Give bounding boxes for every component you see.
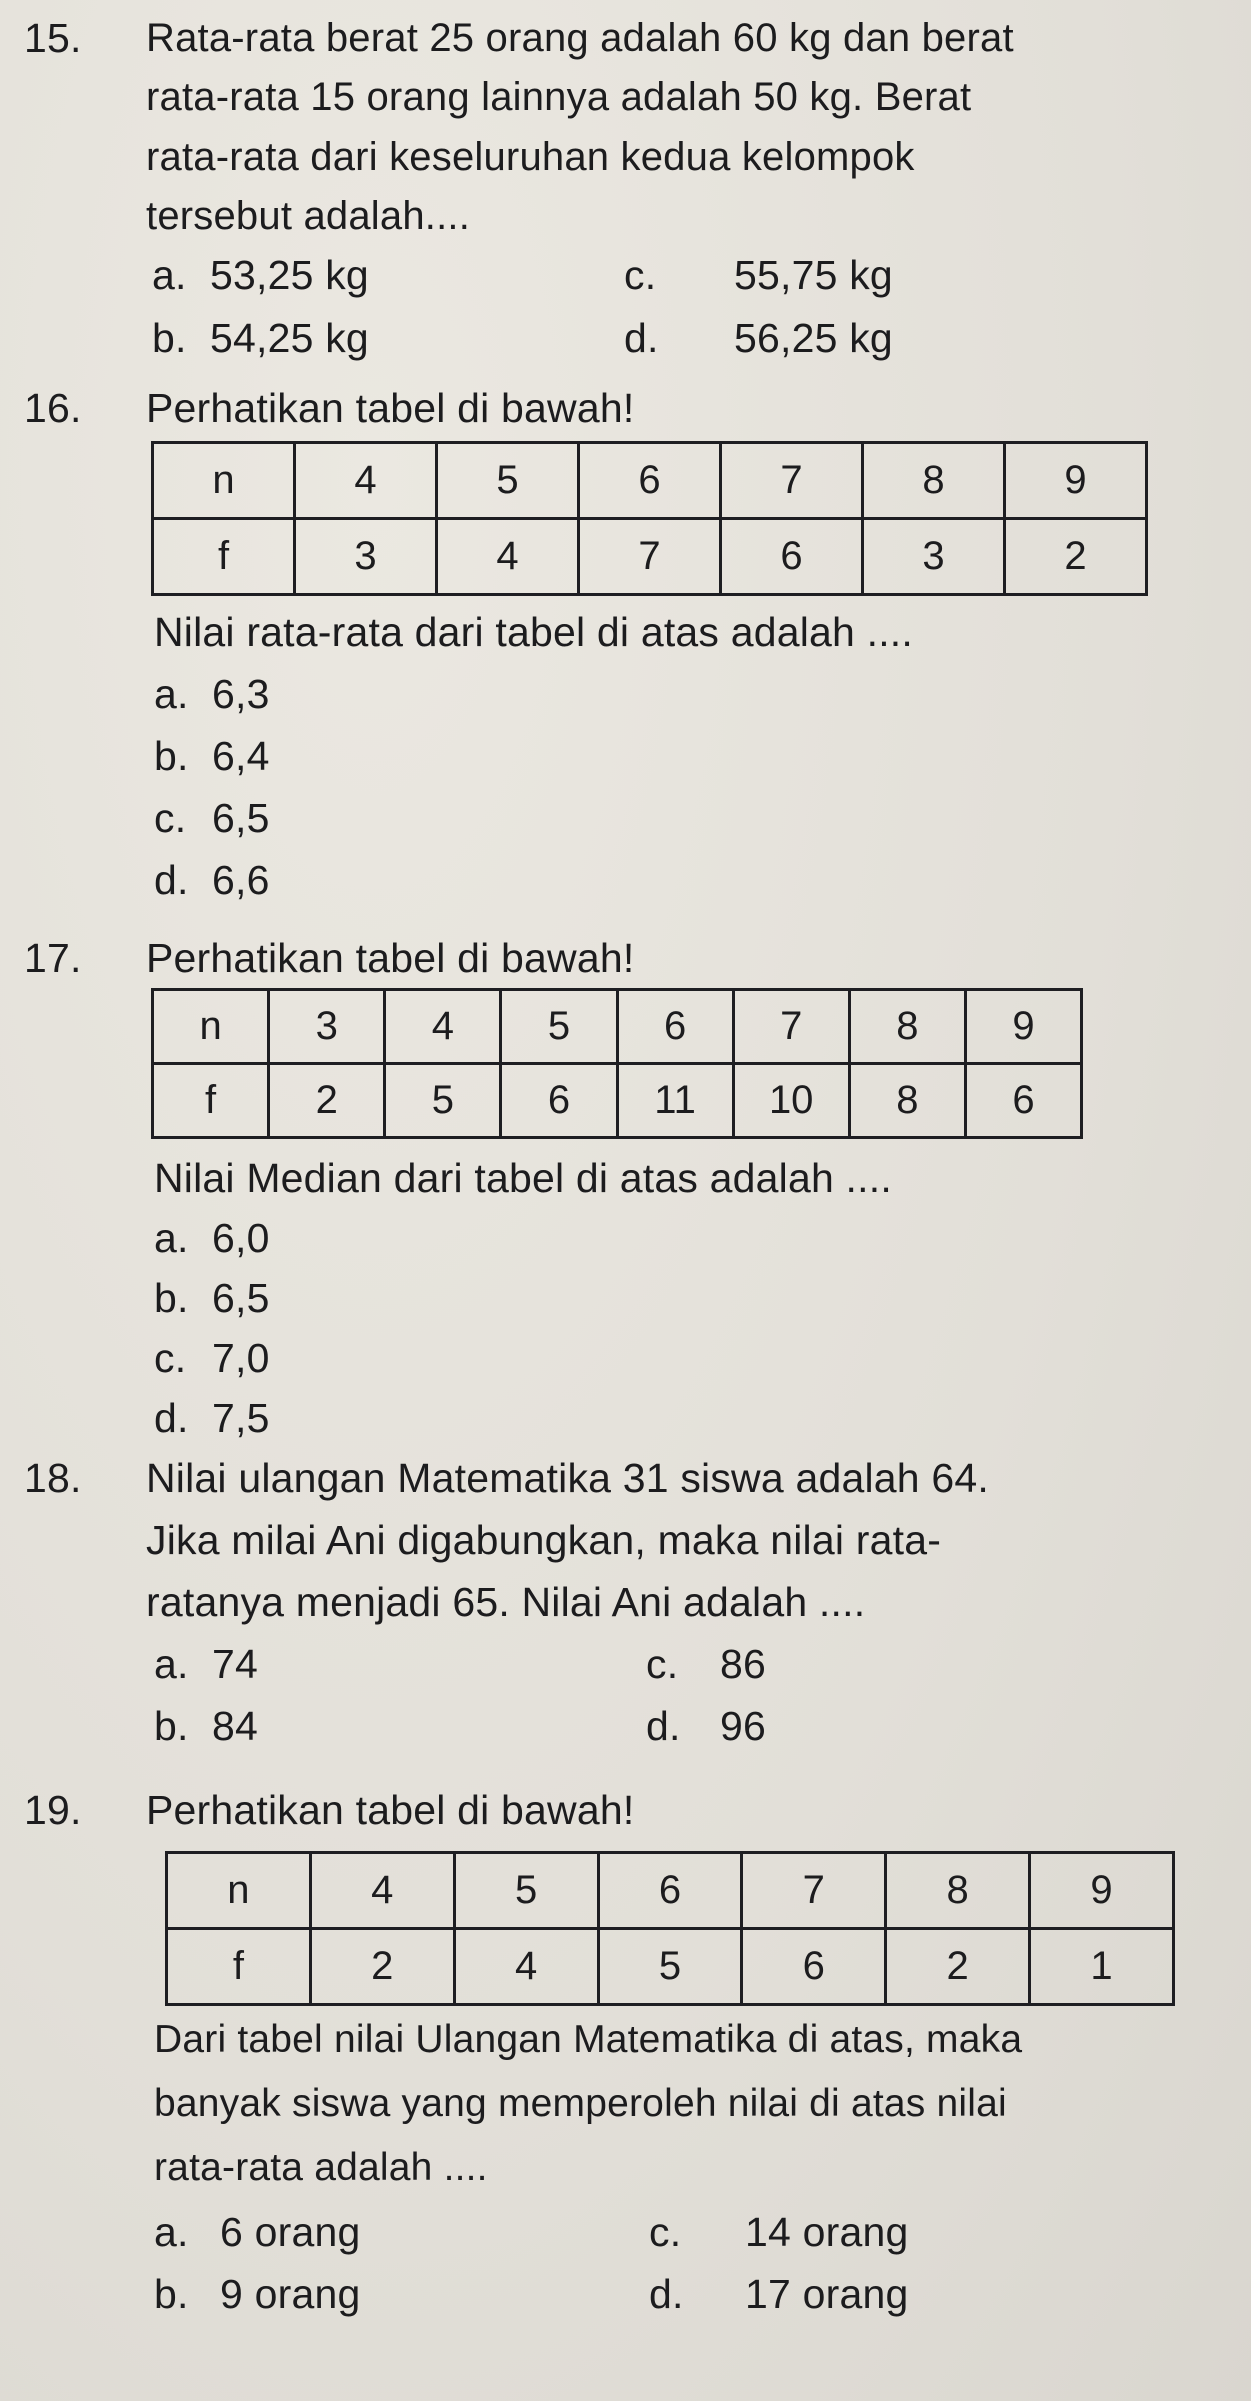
option-text: 6,0 xyxy=(212,1215,270,1261)
option-b[interactable] xyxy=(154,1698,258,1754)
question-text: Nilai rata-rata dari tabel di atas adalah .... xyxy=(154,609,913,655)
option-d[interactable] xyxy=(154,1390,270,1446)
option-letter: b. xyxy=(154,733,189,779)
option-c[interactable] xyxy=(649,2204,908,2260)
option-a[interactable] xyxy=(154,1636,258,1692)
table-cell: 7 xyxy=(742,1853,886,1929)
option-letter: a. xyxy=(154,1215,189,1261)
table-cell: 8 xyxy=(849,990,965,1064)
option-text: 9 orang xyxy=(220,2271,361,2317)
question-16-body xyxy=(24,604,1234,924)
option-letter: c. xyxy=(624,252,657,298)
question-text-line: rata-rata adalah .... xyxy=(154,2146,488,2189)
table-header-n: n xyxy=(153,990,269,1064)
table-cell: 5 xyxy=(598,1929,742,2005)
table-header-f: f xyxy=(153,1064,269,1138)
table-cell: 3 xyxy=(269,990,385,1064)
table-cell: 2 xyxy=(886,1929,1030,2005)
table-cell: 3 xyxy=(863,519,1005,595)
option-c[interactable] xyxy=(154,790,270,846)
option-text: 7,5 xyxy=(212,1395,270,1441)
option-a[interactable] xyxy=(152,247,369,303)
question-17 xyxy=(24,930,1234,990)
table-cell: 4 xyxy=(437,519,579,595)
question-instruction: Perhatikan tabel di bawah! xyxy=(146,935,635,981)
option-b[interactable] xyxy=(154,728,270,784)
question-15 xyxy=(24,10,1234,390)
option-letter: c. xyxy=(154,1335,187,1381)
option-text: 6 orang xyxy=(220,2209,361,2255)
option-text: 6,6 xyxy=(212,857,270,903)
question-text-line: rata-rata dari keseluruhan kedua kelompok xyxy=(146,135,915,179)
option-b[interactable] xyxy=(152,310,369,366)
question-17-body xyxy=(24,1150,1234,1470)
option-a[interactable] xyxy=(154,666,270,722)
option-d[interactable] xyxy=(154,852,270,908)
option-letter: d. xyxy=(624,315,659,361)
table-cell: 5 xyxy=(501,990,617,1064)
table-cell: 6 xyxy=(742,1929,886,2005)
option-c[interactable] xyxy=(154,1330,270,1386)
table-cell: 6 xyxy=(579,443,721,519)
table-cell: 8 xyxy=(849,1064,965,1138)
option-letter: b. xyxy=(154,1275,189,1321)
option-letter: b. xyxy=(154,2271,189,2317)
question-text-line: Jika milai Ani digabungkan, maka nilai rata- xyxy=(146,1517,942,1563)
option-a[interactable] xyxy=(154,1210,270,1266)
option-a[interactable] xyxy=(154,2204,360,2260)
question-18 xyxy=(24,1450,1234,1780)
table-cell: 2 xyxy=(1005,519,1147,595)
table-cell: 9 xyxy=(1030,1853,1174,1929)
table-cell: 1 xyxy=(1030,1929,1174,2005)
table-cell: 2 xyxy=(269,1064,385,1138)
option-letter: c. xyxy=(646,1641,679,1687)
option-d[interactable] xyxy=(649,2266,908,2322)
question-text-line: Nilai ulangan Matematika 31 siswa adalah 64. xyxy=(146,1455,989,1501)
option-letter: a. xyxy=(154,1641,189,1687)
question-text-line: tersebut adalah.... xyxy=(146,194,471,238)
data-table-17 xyxy=(151,988,1083,1139)
option-text: 54,25 kg xyxy=(210,315,369,361)
option-d[interactable] xyxy=(646,1698,766,1754)
option-letter: d. xyxy=(154,857,189,903)
question-19-body xyxy=(24,2012,1234,2392)
question-number: 16. xyxy=(24,385,82,431)
option-text: 84 xyxy=(212,1703,259,1749)
table-cell: 6 xyxy=(598,1853,742,1929)
table-cell: 7 xyxy=(733,990,849,1064)
question-text-line: Rata-rata berat 25 orang adalah 60 kg dan berat xyxy=(146,16,1014,60)
table-cell: 8 xyxy=(886,1853,1030,1929)
table-cell: 6 xyxy=(501,1064,617,1138)
option-text: 17 orang xyxy=(745,2271,909,2317)
option-b[interactable] xyxy=(154,2266,360,2322)
option-d[interactable] xyxy=(624,310,893,366)
table-cell: 7 xyxy=(579,519,721,595)
option-c[interactable] xyxy=(624,247,893,303)
table-cell: 9 xyxy=(1005,443,1147,519)
table-cell: 7 xyxy=(721,443,863,519)
option-letter: d. xyxy=(649,2271,684,2317)
question-text-line: rata-rata 15 orang lainnya adalah 50 kg. Berat xyxy=(146,75,972,119)
table-cell: 4 xyxy=(385,990,501,1064)
table-cell: 10 xyxy=(733,1064,849,1138)
table-cell: 5 xyxy=(437,443,579,519)
data-table-19 xyxy=(165,1851,1175,2006)
table-cell: 4 xyxy=(310,1853,454,1929)
table-cell: 3 xyxy=(295,519,437,595)
question-19 xyxy=(24,1782,1234,1842)
question-text-line: ratanya menjadi 65. Nilai Ani adalah .... xyxy=(146,1579,866,1625)
table-cell: 8 xyxy=(863,443,1005,519)
question-number: 15. xyxy=(24,15,82,61)
table-cell: 5 xyxy=(385,1064,501,1138)
option-letter: a. xyxy=(154,2209,189,2255)
option-letter: b. xyxy=(154,1703,189,1749)
option-text: 55,75 kg xyxy=(734,252,893,298)
question-instruction: Perhatikan tabel di bawah! xyxy=(146,385,635,431)
table-cell: 5 xyxy=(454,1853,598,1929)
option-text: 6,5 xyxy=(212,1275,270,1321)
option-text: 53,25 kg xyxy=(210,252,369,298)
question-number: 19. xyxy=(24,1787,82,1833)
table-header-n: n xyxy=(167,1853,311,1929)
table-cell: 4 xyxy=(295,443,437,519)
option-c[interactable] xyxy=(646,1636,766,1692)
question-number: 18. xyxy=(24,1455,82,1501)
question-text: Nilai Median dari tabel di atas adalah .... xyxy=(154,1155,892,1201)
option-text: 86 xyxy=(720,1641,767,1687)
table-header-n: n xyxy=(153,443,295,519)
table-cell: 9 xyxy=(965,990,1081,1064)
option-text: 6,3 xyxy=(212,671,270,717)
option-text: 7,0 xyxy=(212,1335,270,1381)
question-text-line: Dari tabel nilai Ulangan Matematika di atas, maka xyxy=(154,2018,1023,2061)
question-text-line: banyak siswa yang memperoleh nilai di atas nilai xyxy=(154,2082,1007,2125)
option-letter: d. xyxy=(646,1703,681,1749)
table-cell: 4 xyxy=(454,1929,598,2005)
option-text: 6,5 xyxy=(212,795,270,841)
option-letter: c. xyxy=(649,2209,682,2255)
table-header-f: f xyxy=(167,1929,311,2005)
table-cell: 6 xyxy=(721,519,863,595)
option-letter: a. xyxy=(152,252,187,298)
option-text: 6,4 xyxy=(212,733,270,779)
option-letter: c. xyxy=(154,795,187,841)
table-cell: 11 xyxy=(617,1064,733,1138)
question-instruction: Perhatikan tabel di bawah! xyxy=(146,1787,635,1833)
option-b[interactable] xyxy=(154,1270,270,1326)
data-table-16 xyxy=(151,441,1148,596)
option-letter: b. xyxy=(152,315,187,361)
table-cell: 6 xyxy=(965,1064,1081,1138)
table-cell: 6 xyxy=(617,990,733,1064)
option-letter: d. xyxy=(154,1395,189,1441)
option-text: 14 orang xyxy=(745,2209,909,2255)
table-header-f: f xyxy=(153,519,295,595)
table-cell: 2 xyxy=(310,1929,454,2005)
option-letter: a. xyxy=(154,671,189,717)
option-text: 74 xyxy=(212,1641,259,1687)
option-text: 56,25 kg xyxy=(734,315,893,361)
question-number: 17. xyxy=(24,935,82,981)
option-text: 96 xyxy=(720,1703,767,1749)
